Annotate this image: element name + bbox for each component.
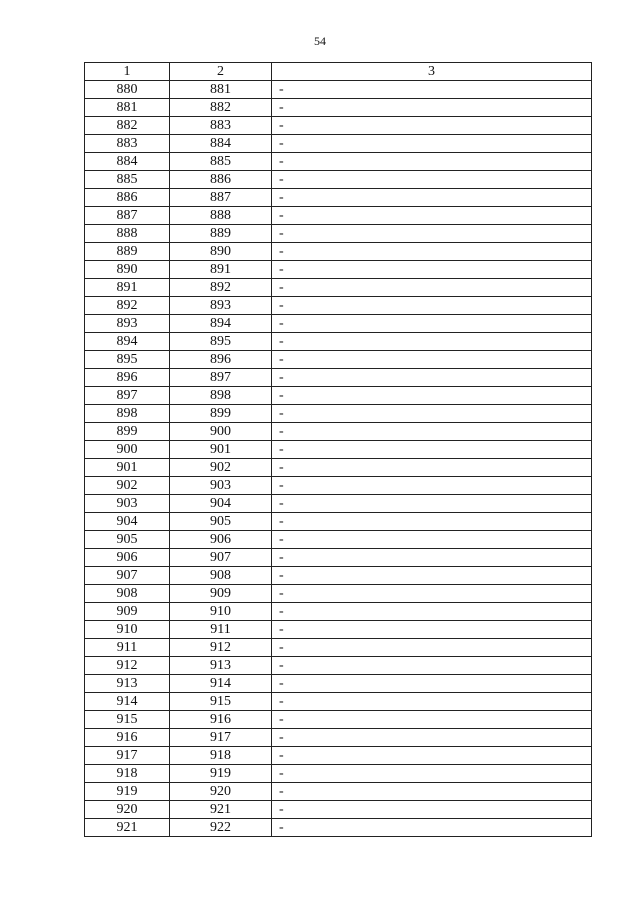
table-cell: - xyxy=(272,765,592,783)
table-cell: - xyxy=(272,639,592,657)
table-cell: - xyxy=(272,729,592,747)
table-header-row xyxy=(85,63,592,81)
table-cell: - xyxy=(272,117,592,135)
table-cell: - xyxy=(272,135,592,153)
table-row xyxy=(85,657,592,675)
table-row xyxy=(85,225,592,243)
table-cell: 907 xyxy=(170,549,272,567)
table-row xyxy=(85,369,592,387)
table-cell: 888 xyxy=(85,225,170,243)
table-cell: - xyxy=(272,441,592,459)
table-row xyxy=(85,765,592,783)
table-cell: 886 xyxy=(85,189,170,207)
table-cell: - xyxy=(272,279,592,297)
table-cell: - xyxy=(272,297,592,315)
table-cell: - xyxy=(272,207,592,225)
table-cell: 908 xyxy=(85,585,170,603)
table-row xyxy=(85,351,592,369)
table-cell: 906 xyxy=(170,531,272,549)
table-cell: 889 xyxy=(170,225,272,243)
table-cell: 884 xyxy=(170,135,272,153)
table-cell: 892 xyxy=(170,279,272,297)
page-number: 54 xyxy=(314,34,326,48)
table-cell: 882 xyxy=(85,117,170,135)
table-cell: 921 xyxy=(85,819,170,837)
table-row xyxy=(85,207,592,225)
table-cell: - xyxy=(272,189,592,207)
table-cell: - xyxy=(272,747,592,765)
table-cell: 909 xyxy=(170,585,272,603)
table-row xyxy=(85,729,592,747)
table-cell: 880 xyxy=(85,81,170,99)
table-cell: 897 xyxy=(85,387,170,405)
column-header: 1 xyxy=(85,63,170,81)
column-header: 2 xyxy=(170,63,272,81)
table-row xyxy=(85,495,592,513)
table-cell: - xyxy=(272,423,592,441)
table-row xyxy=(85,783,592,801)
table-cell: - xyxy=(272,567,592,585)
table-cell: 896 xyxy=(85,369,170,387)
table-cell: 894 xyxy=(85,333,170,351)
table-row xyxy=(85,513,592,531)
table-row xyxy=(85,477,592,495)
table-cell: 916 xyxy=(170,711,272,729)
table-cell: 886 xyxy=(170,171,272,189)
table-cell: 889 xyxy=(85,243,170,261)
table-row xyxy=(85,117,592,135)
table-cell: 881 xyxy=(170,81,272,99)
table-cell: 900 xyxy=(85,441,170,459)
table-cell: 904 xyxy=(85,513,170,531)
table-cell: - xyxy=(272,621,592,639)
table-cell: - xyxy=(272,81,592,99)
table-cell: 919 xyxy=(170,765,272,783)
table-cell: - xyxy=(272,819,592,837)
table-row xyxy=(85,405,592,423)
table-cell: - xyxy=(272,531,592,549)
table-cell: 895 xyxy=(85,351,170,369)
table-cell: 901 xyxy=(170,441,272,459)
table-cell: 902 xyxy=(85,477,170,495)
table-cell: - xyxy=(272,387,592,405)
table-row xyxy=(85,243,592,261)
table-cell: 883 xyxy=(170,117,272,135)
table-cell: 915 xyxy=(170,693,272,711)
table-body xyxy=(85,81,592,837)
table-cell: 893 xyxy=(170,297,272,315)
table-cell: 916 xyxy=(85,729,170,747)
table-cell: - xyxy=(272,333,592,351)
table-cell: 915 xyxy=(85,711,170,729)
table-cell: - xyxy=(272,315,592,333)
table-cell: 885 xyxy=(170,153,272,171)
table-cell: 896 xyxy=(170,351,272,369)
table-row xyxy=(85,171,592,189)
table-cell: - xyxy=(272,513,592,531)
table-row xyxy=(85,333,592,351)
table-cell: 914 xyxy=(170,675,272,693)
table-cell: 898 xyxy=(170,387,272,405)
table-cell: - xyxy=(272,657,592,675)
table-cell: - xyxy=(272,495,592,513)
table-cell: - xyxy=(272,261,592,279)
table-row xyxy=(85,81,592,99)
table-row xyxy=(85,585,592,603)
table-row xyxy=(85,387,592,405)
table-cell: 917 xyxy=(170,729,272,747)
table-row xyxy=(85,675,592,693)
table-cell: 897 xyxy=(170,369,272,387)
table-row xyxy=(85,189,592,207)
table-cell: - xyxy=(272,783,592,801)
table-cell: 905 xyxy=(85,531,170,549)
table-cell: 902 xyxy=(170,459,272,477)
table-cell: 921 xyxy=(170,801,272,819)
table-row xyxy=(85,441,592,459)
table-cell: 890 xyxy=(170,243,272,261)
table-row xyxy=(85,621,592,639)
table-cell: 891 xyxy=(85,279,170,297)
table-row xyxy=(85,531,592,549)
table-row xyxy=(85,549,592,567)
table-row xyxy=(85,639,592,657)
table-cell: 887 xyxy=(170,189,272,207)
table-cell: 904 xyxy=(170,495,272,513)
table-cell: - xyxy=(272,351,592,369)
table-cell: 910 xyxy=(170,603,272,621)
table-cell: 922 xyxy=(170,819,272,837)
table-cell: 918 xyxy=(85,765,170,783)
table-cell: 883 xyxy=(85,135,170,153)
table-cell: - xyxy=(272,801,592,819)
table-cell: - xyxy=(272,459,592,477)
table-cell: 913 xyxy=(170,657,272,675)
table-cell: 914 xyxy=(85,693,170,711)
table-cell: 894 xyxy=(170,315,272,333)
table-row xyxy=(85,315,592,333)
table-cell: 887 xyxy=(85,207,170,225)
table-cell: 885 xyxy=(85,171,170,189)
table-cell: - xyxy=(272,603,592,621)
table-cell: 907 xyxy=(85,567,170,585)
table-cell: - xyxy=(272,99,592,117)
table-cell: 893 xyxy=(85,315,170,333)
table-cell: - xyxy=(272,585,592,603)
table-row xyxy=(85,135,592,153)
table-cell: 909 xyxy=(85,603,170,621)
table-cell: - xyxy=(272,693,592,711)
table-cell: 892 xyxy=(85,297,170,315)
table-cell: 912 xyxy=(85,657,170,675)
table-row xyxy=(85,153,592,171)
table-cell: 903 xyxy=(85,495,170,513)
table-cell: 884 xyxy=(85,153,170,171)
table-cell: - xyxy=(272,405,592,423)
table-row xyxy=(85,603,592,621)
table-cell: 882 xyxy=(170,99,272,117)
table-row xyxy=(85,423,592,441)
table-cell: 898 xyxy=(85,405,170,423)
table-cell: 917 xyxy=(85,747,170,765)
table-cell: 903 xyxy=(170,477,272,495)
table-cell: 890 xyxy=(85,261,170,279)
table-cell: - xyxy=(272,153,592,171)
table-cell: 920 xyxy=(170,783,272,801)
table-row xyxy=(85,711,592,729)
table-cell: 913 xyxy=(85,675,170,693)
table-row xyxy=(85,297,592,315)
table-cell: - xyxy=(272,369,592,387)
table-cell: - xyxy=(272,711,592,729)
table-row xyxy=(85,459,592,477)
table-cell: 911 xyxy=(170,621,272,639)
table-cell: 901 xyxy=(85,459,170,477)
table-row xyxy=(85,819,592,837)
table-cell: 912 xyxy=(170,639,272,657)
table-cell: 908 xyxy=(170,567,272,585)
table-cell: 891 xyxy=(170,261,272,279)
table-row xyxy=(85,567,592,585)
table-row xyxy=(85,693,592,711)
table-cell: - xyxy=(272,477,592,495)
table-cell: - xyxy=(272,549,592,567)
table-cell: 900 xyxy=(170,423,272,441)
table-cell: 910 xyxy=(85,621,170,639)
table-cell: 905 xyxy=(170,513,272,531)
table-cell: 881 xyxy=(85,99,170,117)
column-header: 3 xyxy=(272,63,592,81)
table-row xyxy=(85,747,592,765)
table-cell: - xyxy=(272,675,592,693)
table-cell: 918 xyxy=(170,747,272,765)
table-cell: 895 xyxy=(170,333,272,351)
table-cell: 919 xyxy=(85,783,170,801)
table-cell: - xyxy=(272,225,592,243)
table-cell: - xyxy=(272,243,592,261)
table-cell: 899 xyxy=(170,405,272,423)
data-table xyxy=(84,62,592,837)
table-cell: 911 xyxy=(85,639,170,657)
table-cell: 888 xyxy=(170,207,272,225)
table-row xyxy=(85,99,592,117)
table-cell: 899 xyxy=(85,423,170,441)
table-cell: 906 xyxy=(85,549,170,567)
table-row xyxy=(85,261,592,279)
table-cell: - xyxy=(272,171,592,189)
table-cell: 920 xyxy=(85,801,170,819)
table-row xyxy=(85,279,592,297)
table-row xyxy=(85,801,592,819)
